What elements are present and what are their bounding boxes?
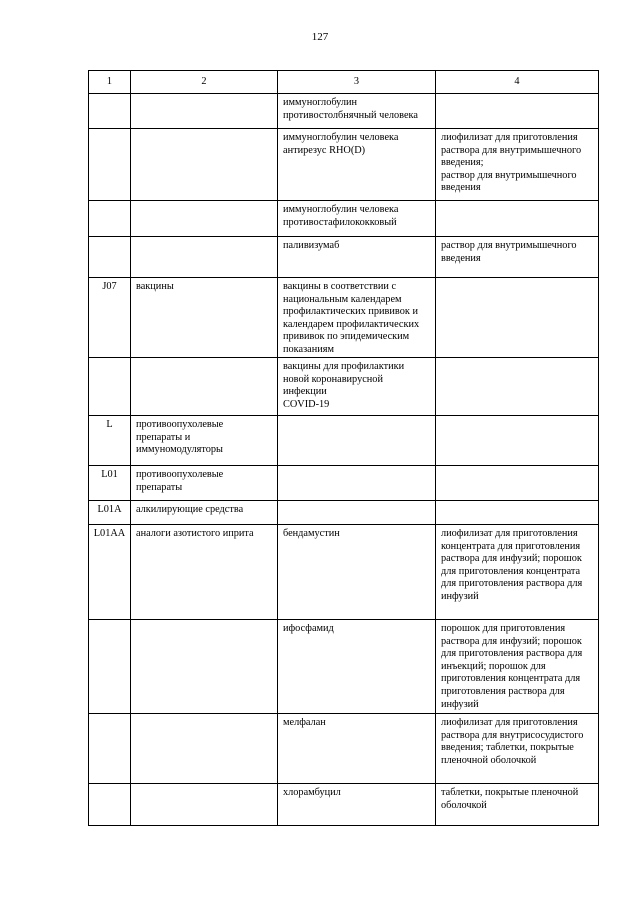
cell-name [278, 416, 436, 466]
cell-group [131, 714, 278, 784]
cell-group [131, 358, 278, 416]
cell-code [89, 620, 131, 714]
header-cell-4: 4 [436, 71, 599, 94]
cell-code [89, 784, 131, 826]
cell-form: таблетки, покрытые пленочной оболочкой [436, 784, 599, 826]
table-row [89, 714, 599, 784]
cell-group [131, 129, 278, 201]
cell-code [89, 129, 131, 201]
table-row [89, 784, 599, 826]
table-row [89, 416, 599, 466]
cell-code: L01AA [89, 525, 131, 620]
cell-group: противоопухолевые препараты и иммуномодуляторы [131, 416, 278, 466]
table-body [89, 94, 599, 826]
cell-form [436, 501, 599, 525]
header-cell-2: 2 [131, 71, 278, 94]
cell-name: паливизумаб [278, 237, 436, 278]
cell-group: противоопухолевые препараты [131, 466, 278, 501]
table-row [89, 278, 599, 358]
cell-group: аналоги азотистого иприта [131, 525, 278, 620]
cell-code: L [89, 416, 131, 466]
table-header-row [89, 71, 599, 94]
cell-name: хлорамбуцил [278, 784, 436, 826]
cell-code: J07 [89, 278, 131, 358]
cell-name: вакцины в соответствии с национальным календарем профилактических прививок и календарем профилактических прививок по эпидемическим показаниям [278, 278, 436, 358]
header-cell-1: 1 [89, 71, 131, 94]
cell-form [436, 358, 599, 416]
cell-name: вакцины для профилактики новой коронавирусной инфекции COVID-19 [278, 358, 436, 416]
cell-group [131, 94, 278, 129]
cell-group [131, 237, 278, 278]
table-row [89, 94, 599, 129]
table-row [89, 501, 599, 525]
cell-code: L01A [89, 501, 131, 525]
cell-name: иммуноглобулин человека антирезус RHO(D) [278, 129, 436, 201]
drug-table [88, 70, 599, 826]
cell-form: лиофилизат для приготовления раствора для внутрисосудистого введения; таблетки, покрытые пленочной оболочкой [436, 714, 599, 784]
cell-form [436, 416, 599, 466]
cell-group: алкилирующие средства [131, 501, 278, 525]
cell-form [436, 201, 599, 237]
table-row [89, 358, 599, 416]
cell-form: порошок для приготовления раствора для инфузий; порошок для приготовления раствора для инъекций; порошок для приготовления концентрата для приготовления раствора для инфузий [436, 620, 599, 714]
cell-name: иммуноглобулин человека противостафилококковый [278, 201, 436, 237]
cell-form: лиофилизат для приготовления раствора для внутримышечного введения; раствор для внутримышечного введения [436, 129, 599, 201]
cell-code [89, 237, 131, 278]
cell-form [436, 94, 599, 129]
table-row [89, 237, 599, 278]
cell-code [89, 201, 131, 237]
cell-name: иммуноглобулин противостолбнячный человека [278, 94, 436, 129]
table-row [89, 466, 599, 501]
cell-form: раствор для внутримышечного введения [436, 237, 599, 278]
cell-code [89, 714, 131, 784]
cell-form [436, 466, 599, 501]
table-row [89, 620, 599, 714]
cell-code: L01 [89, 466, 131, 501]
cell-code [89, 94, 131, 129]
cell-form [436, 278, 599, 358]
page-number: 127 [311, 31, 329, 43]
header-cell-3: 3 [278, 71, 436, 94]
cell-name: ифосфамид [278, 620, 436, 714]
cell-name: мелфалан [278, 714, 436, 784]
table-row [89, 525, 599, 620]
cell-group [131, 201, 278, 237]
cell-group: вакцины [131, 278, 278, 358]
cell-name [278, 501, 436, 525]
cell-code [89, 358, 131, 416]
cell-name [278, 466, 436, 501]
cell-group [131, 620, 278, 714]
table-row [89, 201, 599, 237]
cell-group [131, 784, 278, 826]
table-row [89, 129, 599, 201]
cell-name: бендамустин [278, 525, 436, 620]
cell-form: лиофилизат для приготовления концентрата для приготовления раствора для инфузий; порошок для приготовления концентрата для приготовления раствора для инфузий [436, 525, 599, 620]
